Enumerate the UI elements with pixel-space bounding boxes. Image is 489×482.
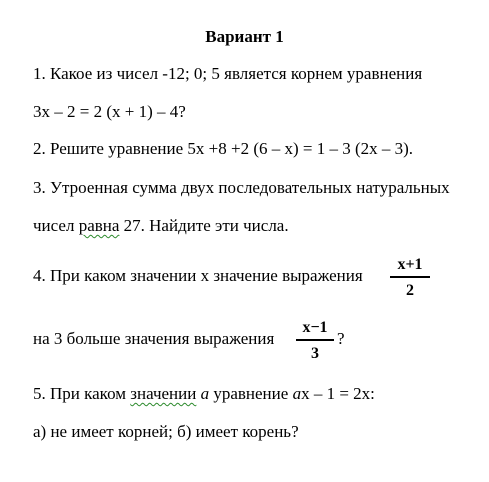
task5-line1 (33, 384, 375, 404)
task4-line1: 4. При каком значении х значение выражения (33, 266, 363, 285)
task4-line2: на 3 больше значения выражения (33, 329, 275, 348)
task1-line2: 3x – 2 = 2 (x + 1) – 4? (33, 102, 186, 121)
fraction2-numerator: x−1 (302, 319, 328, 336)
task3-text-a: чисел (33, 216, 79, 235)
task3-line2 (33, 216, 289, 236)
variant-title: Вариант 1 (205, 27, 284, 46)
fraction1-numerator: x+1 (397, 256, 423, 273)
fraction1-denominator: 2 (406, 281, 414, 299)
task2-line1: 2. Решите уравнение 5x +8 +2 (6 – x) = 1 – 3 (2x – 3). (33, 139, 414, 158)
task3-text-b: 27. Найдите эти числа. (119, 216, 289, 235)
task3-line1: 3. Утроенная сумма двух последовательных натуральных (33, 178, 450, 197)
task5-spellcheck-word: значении (130, 384, 197, 403)
task5-variable-a2: a (292, 384, 302, 403)
task5-variable-a: a (196, 384, 210, 403)
task5-text-c: x – 1 = 2x: (301, 384, 375, 403)
task5-text-b: уравнение (209, 384, 293, 403)
task3-spellcheck-word: равна (78, 216, 120, 235)
fraction2-denominator: 3 (311, 344, 319, 362)
fraction-x-plus-1-over-2 (390, 255, 430, 300)
task5-text-a: 5. При каком (33, 384, 131, 403)
task5-line2: а) не имеет корней; б) имеет корень? (33, 422, 299, 441)
fraction2-bar (296, 339, 334, 341)
task1-line1: 1. Какое из чисел -12; 0; 5 является корнем уравнения (33, 64, 423, 83)
fraction-x-minus-1-over-3 (296, 318, 334, 363)
fraction1-bar (390, 276, 430, 278)
task4-question-mark: ? (337, 329, 345, 348)
